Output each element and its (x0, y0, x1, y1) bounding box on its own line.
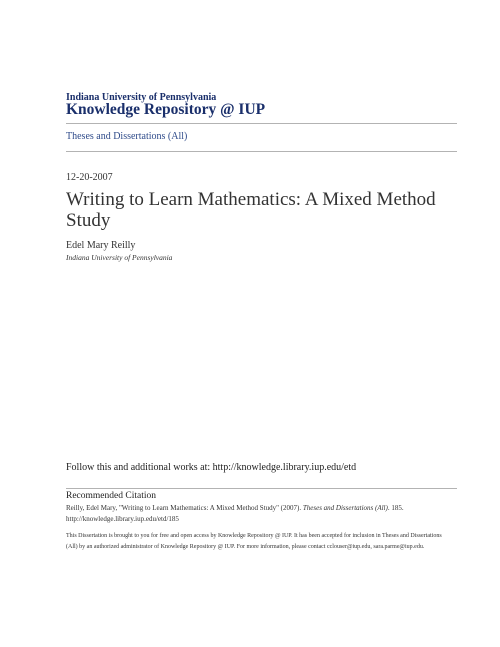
access-notice (66, 531, 446, 553)
follow-works-link[interactable]: http://knowledge.library.iup.edu/etd (212, 462, 357, 473)
email-separator: , (370, 544, 374, 550)
citation-number: . 185. (387, 504, 404, 512)
citation-body: Reilly, Edel Mary, "Writing to Learn Mathematics: A Mixed Method Study" (2007). (66, 504, 303, 512)
access-notice-body: This Dissertation is brought to you for free and open access by Knowledge Repository @ IUP. It has been accepted for inclusion in Theses and Dissertations (All) by an authorized administrator of Knowledge Repository @ IUP. For more information, please contact (66, 533, 442, 550)
contact-email-link-2[interactable]: sara.parme@iup.edu (373, 544, 423, 550)
top-divider (66, 123, 457, 124)
publication-date: 12-20-2007 (66, 172, 113, 183)
citation-text (66, 503, 446, 525)
repository-university-name: Indiana University of Pennsylvania (66, 92, 217, 103)
header-divider (66, 151, 457, 152)
repository-title[interactable]: Knowledge Repository @ IUP (66, 101, 266, 118)
citation-divider (66, 488, 457, 489)
collection-link[interactable]: Theses and Dissertations (All) (66, 131, 188, 142)
citation-link[interactable]: http://knowledge.library.iup.edu/etd/185 (66, 515, 179, 523)
author-affiliation: Indiana University of Pennsylvania (66, 253, 173, 262)
follow-works-line (66, 462, 356, 473)
contact-email-link[interactable]: cclouser@iup.edu (326, 544, 371, 550)
follow-works-label: Follow this and additional works at: (66, 462, 213, 473)
citation-series: Theses and Dissertations (All) (302, 504, 388, 512)
citation-heading: Recommended Citation (66, 491, 156, 501)
notice-end: . (422, 544, 425, 550)
author-name: Edel Mary Reilly (66, 240, 136, 251)
document-title: Writing to Learn Mathematics: A Mixed Method Study (66, 189, 436, 231)
